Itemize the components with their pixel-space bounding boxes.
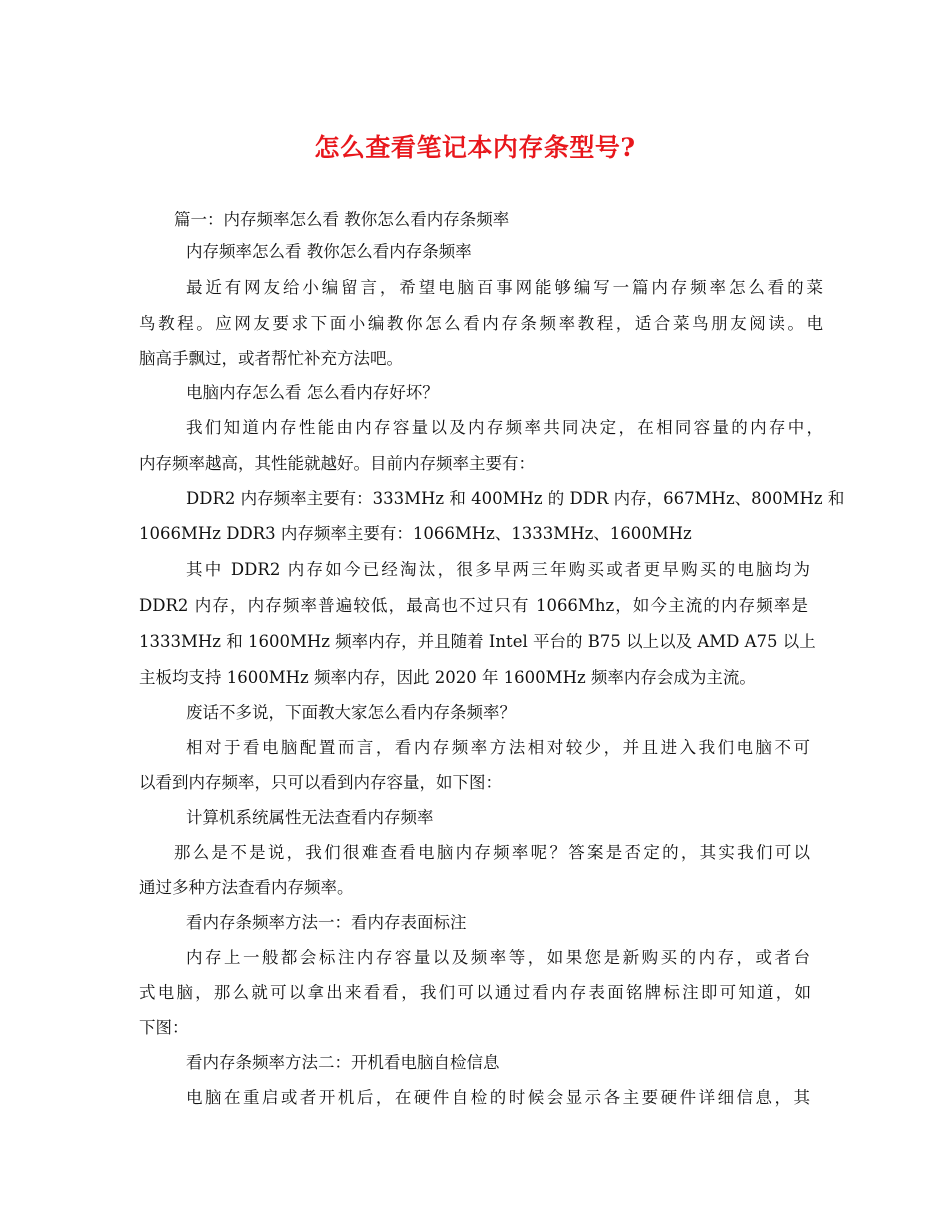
paragraph-line: 最近有网友给小编留言，希望电脑百事网能够编写一篇内存频率怎么看的菜 <box>186 278 823 297</box>
paragraph-line: 内存频率越高，其性能就越好。目前内存频率主要有： <box>139 454 535 473</box>
paragraph-line: 那么是不是说，我们很难查看电脑内存频率呢？答案是否定的，其实我们可以 <box>174 843 810 862</box>
paragraph-line: 鸟教程。应网友要求下面小编教你怎么看内存条频率教程，适合菜鸟朋友阅读。电 <box>139 314 823 333</box>
paragraph-line: 内存上一般都会标注内存容量以及频率等，如果您是新购买的内存，或者台 <box>186 948 810 967</box>
paragraph-line: 式电脑，那么就可以拿出来看看，我们可以通过看内存表面铭牌标注即可知道，如 <box>139 983 811 1002</box>
paragraph-line: DDR2 内存频率主要有：333MHz 和 400MHz 的 DDR 内存，667MHz、800MHz 和 <box>186 489 845 508</box>
paragraph-line: 1333MHz 和 1600MHz 频率内存，并且随着 Intel 平台的 B75 以上以及 AMD A75 以上 <box>139 632 816 651</box>
paragraph-line: 内存频率怎么看 教你怎么看内存条频率 <box>186 242 472 261</box>
paragraph-line: 相对于看电脑配置而言，看内存频率方法相对较少，并且进入我们电脑不可 <box>186 738 810 757</box>
paragraph-line: DDR2 内存，内存频率普遍较低，最高也不过只有 1066Mhz，如今主流的内存频率是 <box>139 596 808 615</box>
paragraph-line: 废话不多说，下面教大家怎么看内存条频率？ <box>186 703 516 722</box>
paragraph-line: 电脑内存怎么看 怎么看内存好坏？ <box>186 383 439 402</box>
paragraph-line: 我们知道内存性能由内存容量以及内存频率共同决定，在相同容量的内存中， <box>186 418 823 437</box>
paragraph-line: 看内存条频率方法一：看内存表面标注 <box>186 913 467 932</box>
paragraph-line: 通过多种方法查看内存频率。 <box>139 878 354 897</box>
paragraph-line: 篇一：内存频率怎么看 教你怎么看内存条频率 <box>174 210 510 229</box>
paragraph-line: 下图： <box>139 1018 189 1037</box>
paragraph-line: 其中 DDR2 内存如今已经淘汰，很多早两三年购买或者更早购买的电脑均为 <box>186 560 810 579</box>
paragraph-line: 看内存条频率方法二：开机看电脑自检信息 <box>186 1053 500 1072</box>
paragraph-line: 1066MHz DDR3 内存频率主要有：1066MHz、1333MHz、1600MHz <box>139 524 692 543</box>
paragraph-line: 以看到内存频率，只可以看到内存容量，如下图： <box>139 773 502 792</box>
document-title: 怎么查看笔记本内存条型号? <box>314 133 636 162</box>
paragraph-line: 主板均支持 1600MHz 频率内存，因此 2020 年 1600MHz 频率内存会成为主流。 <box>139 668 756 687</box>
paragraph-line: 电脑在重启或者开机后，在硬件自检的时候会显示各主要硬件详细信息，其 <box>186 1088 810 1107</box>
paragraph-line: 计算机系统属性无法查看内存频率 <box>186 808 434 827</box>
paragraph-line: 脑高手飘过，或者帮忙补充方法吧。 <box>139 349 403 368</box>
